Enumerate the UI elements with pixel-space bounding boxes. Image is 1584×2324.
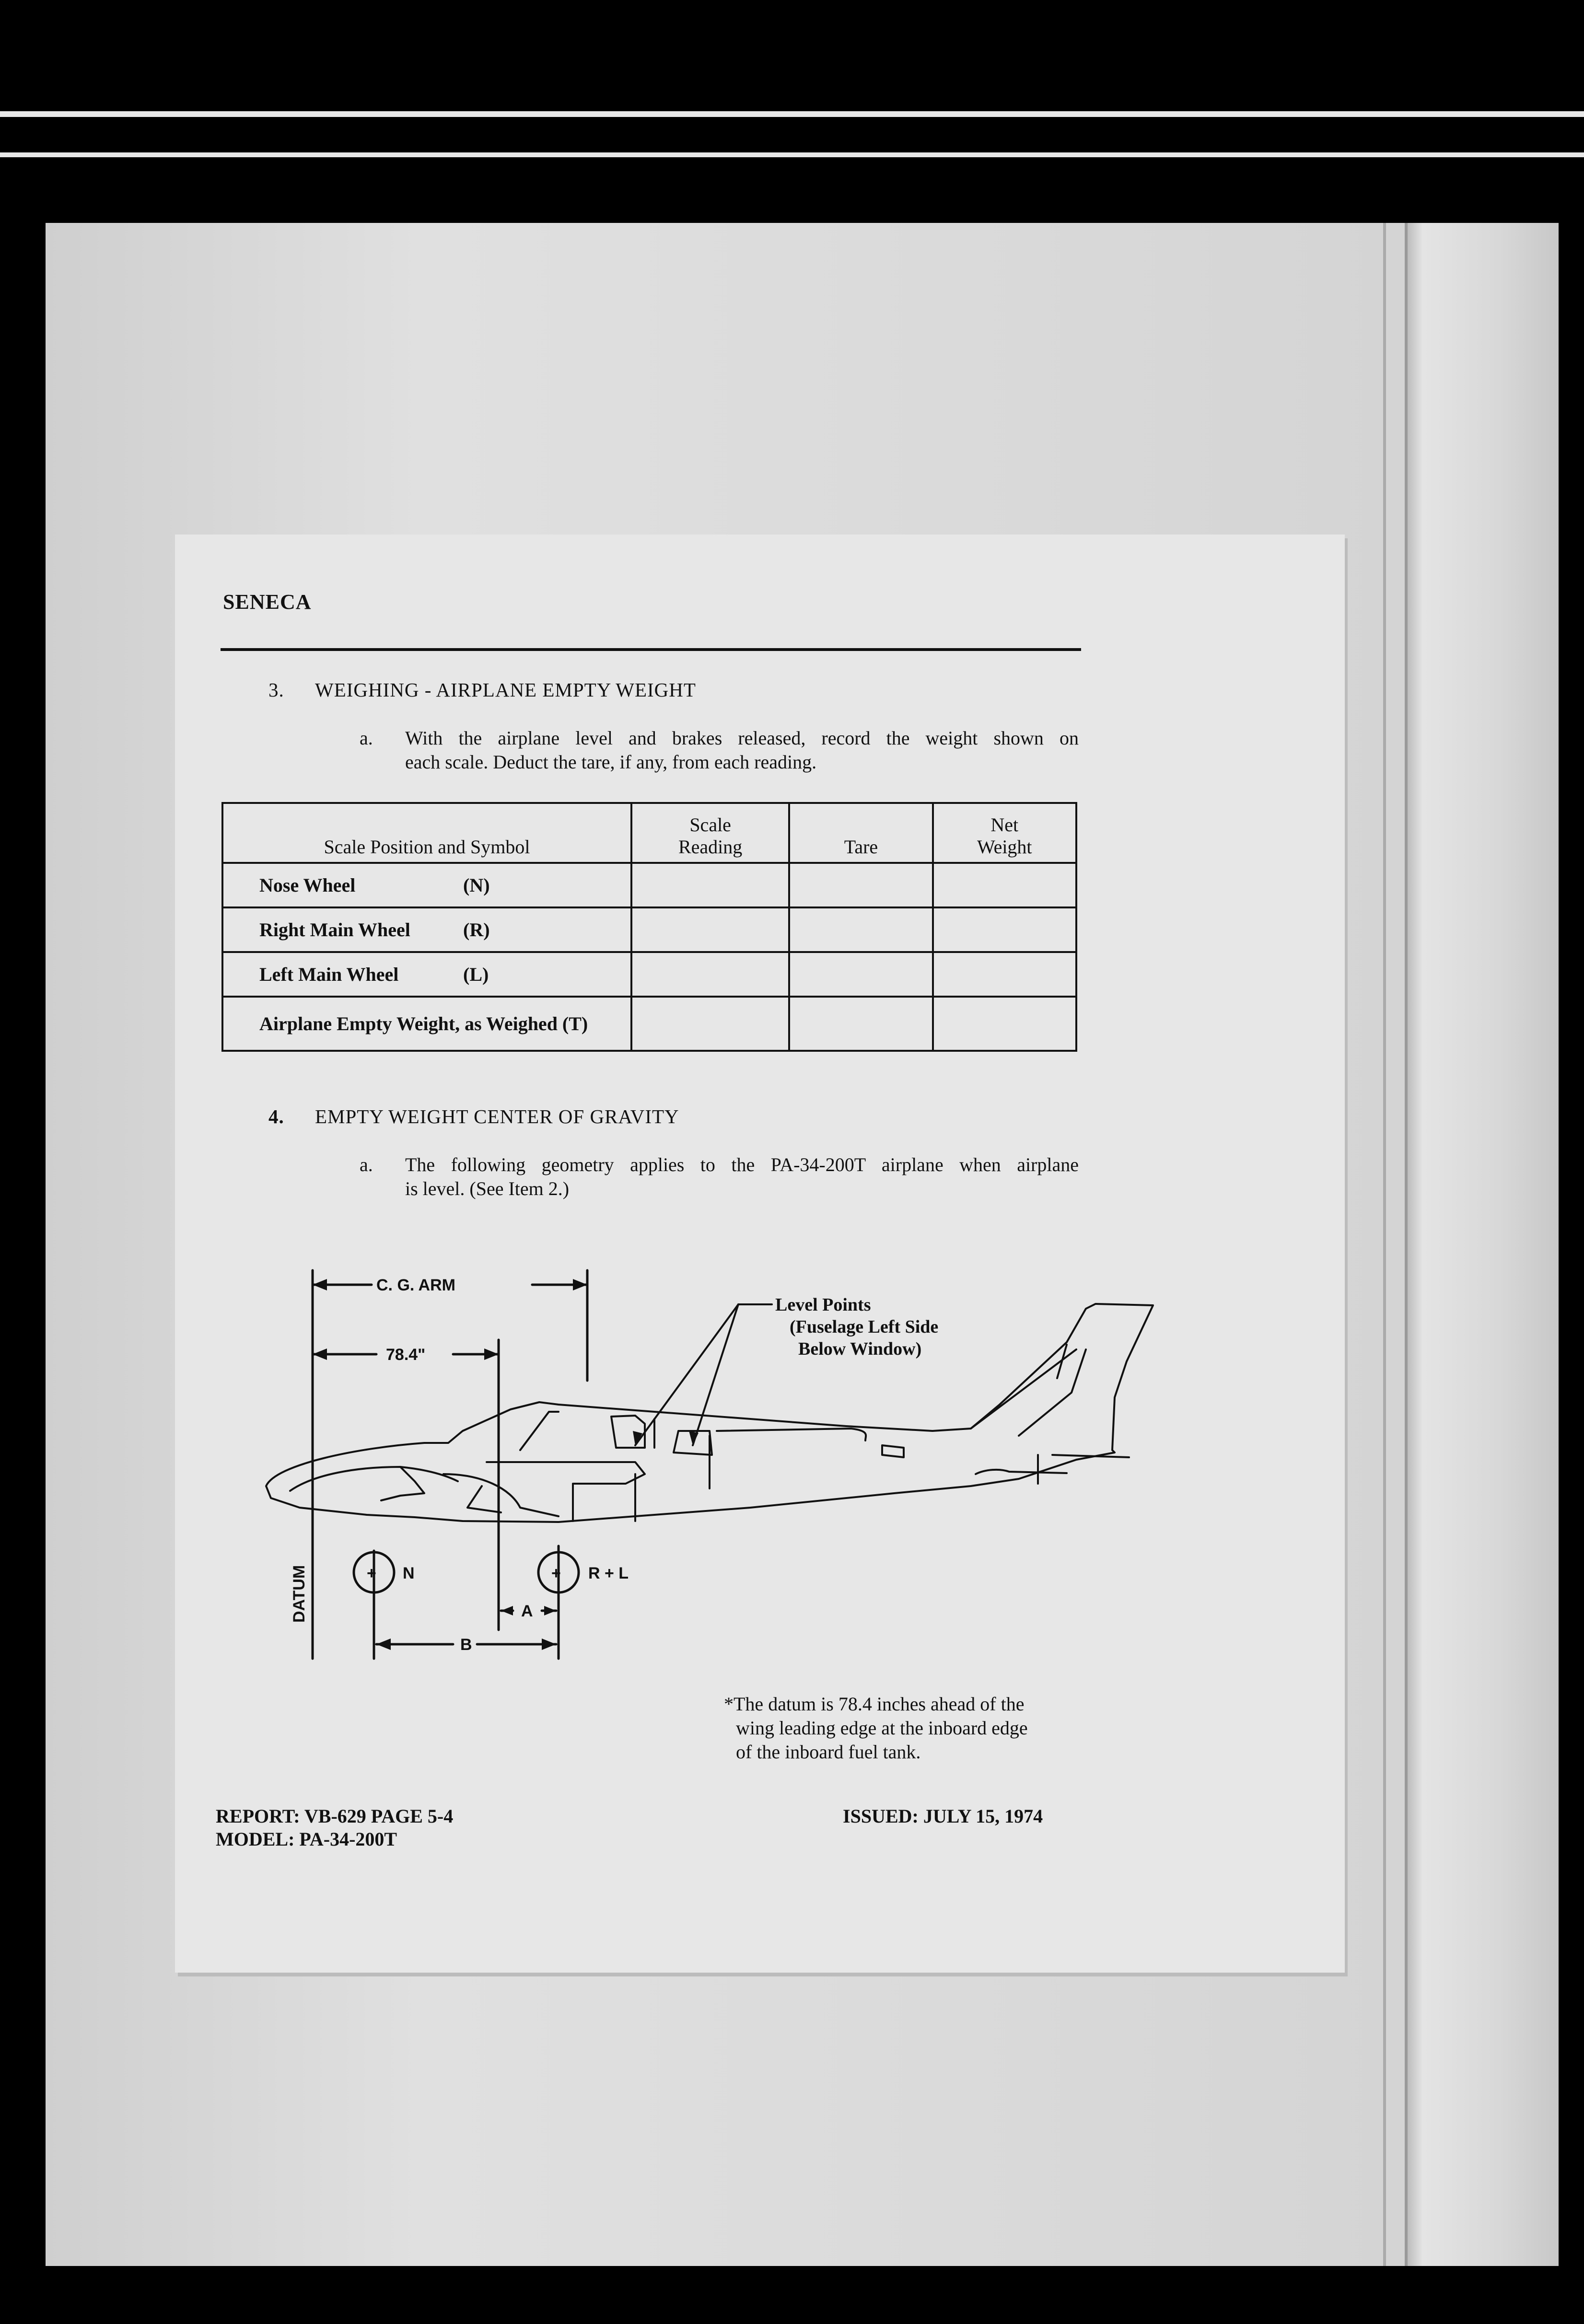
dim-a-label: A (521, 1602, 533, 1620)
col-header-reading-line1: Scale (689, 814, 731, 836)
section-4-item-a-letter: a. (360, 1154, 373, 1175)
row-label: Right Main Wheel (259, 919, 410, 941)
row-symbol: (R) (463, 919, 490, 941)
datum-note-line1: *The datum is 78.4 inches ahead of the (724, 1693, 1025, 1715)
section-4-item-a-line2: is level. (See Item 2.) (405, 1178, 570, 1199)
col-header-net-line2: Weight (977, 836, 1032, 858)
page-header-title: SENECA (223, 590, 312, 614)
main-wheel-plus: + (551, 1564, 561, 1582)
row-symbol: (N) (463, 874, 490, 896)
section-3-item-a-letter: a. (360, 727, 373, 749)
level-points-leader-2 (693, 1304, 738, 1445)
backing-edge-strip (1405, 223, 1559, 2266)
row-label: Airplane Empty Weight, as Weighed (T) (259, 1013, 588, 1034)
main-wheel-label: R + L (588, 1564, 629, 1582)
section-3-item-a-line1: With the airplane level and brakes released, record the weight shown on (405, 727, 1079, 749)
section-3-item-a-line2: each scale. Deduct the tare, if any, from each reading. (405, 751, 817, 773)
level-points-line2: (Fuselage Left Side (790, 1317, 939, 1337)
section-3-number: 3. (268, 679, 284, 701)
document-page (175, 535, 1345, 1973)
backing-fold (1383, 223, 1386, 2266)
col-header-position-label: Scale Position and Symbol (324, 836, 530, 858)
section-3-title: WEIGHING - AIRPLANE EMPTY WEIGHT (315, 679, 696, 701)
section-4-number: 4. (268, 1105, 284, 1127)
airplane-outline (266, 1304, 1153, 1522)
col-header-reading-line2: Reading (678, 836, 743, 858)
level-points-line3: Below Window) (798, 1339, 922, 1359)
nose-wheel-label: N (403, 1564, 415, 1582)
film-frame-line-top (0, 111, 1584, 117)
level-points-leader-1 (635, 1304, 738, 1445)
datum-label: DATUM (290, 1565, 308, 1623)
nose-wheel-plus: + (367, 1564, 376, 1582)
row-label: Left Main Wheel (259, 964, 399, 985)
level-points-line1: Level Points (775, 1295, 871, 1315)
dimension-arrowheads (313, 1279, 699, 1650)
row-symbol: (L) (463, 964, 489, 985)
cg-arm-label: C. G. ARM (376, 1276, 455, 1294)
footer-issued: ISSUED: JULY 15, 1974 (843, 1805, 1043, 1827)
datum-note-line3: of the inboard fuel tank. (736, 1741, 921, 1763)
col-header-net-line1: Net (990, 814, 1019, 836)
footer-report: REPORT: VB-629 PAGE 5-4 (216, 1805, 454, 1827)
col-header-tare-label: Tare (844, 836, 878, 858)
section-4-item-a-line1: The following geometry applies to the PA-34-200T airplane when airplane (405, 1154, 1079, 1175)
row-label: Nose Wheel (259, 874, 356, 896)
footer-model: MODEL: PA-34-200T (216, 1828, 397, 1850)
dim-784-label: 78.4" (386, 1346, 426, 1364)
datum-note-line2: wing leading edge at the inboard edge (736, 1717, 1028, 1739)
section-4-title: EMPTY WEIGHT CENTER OF GRAVITY (315, 1105, 679, 1127)
dim-b-label: B (460, 1636, 472, 1654)
film-frame-line-bottom (0, 152, 1584, 157)
